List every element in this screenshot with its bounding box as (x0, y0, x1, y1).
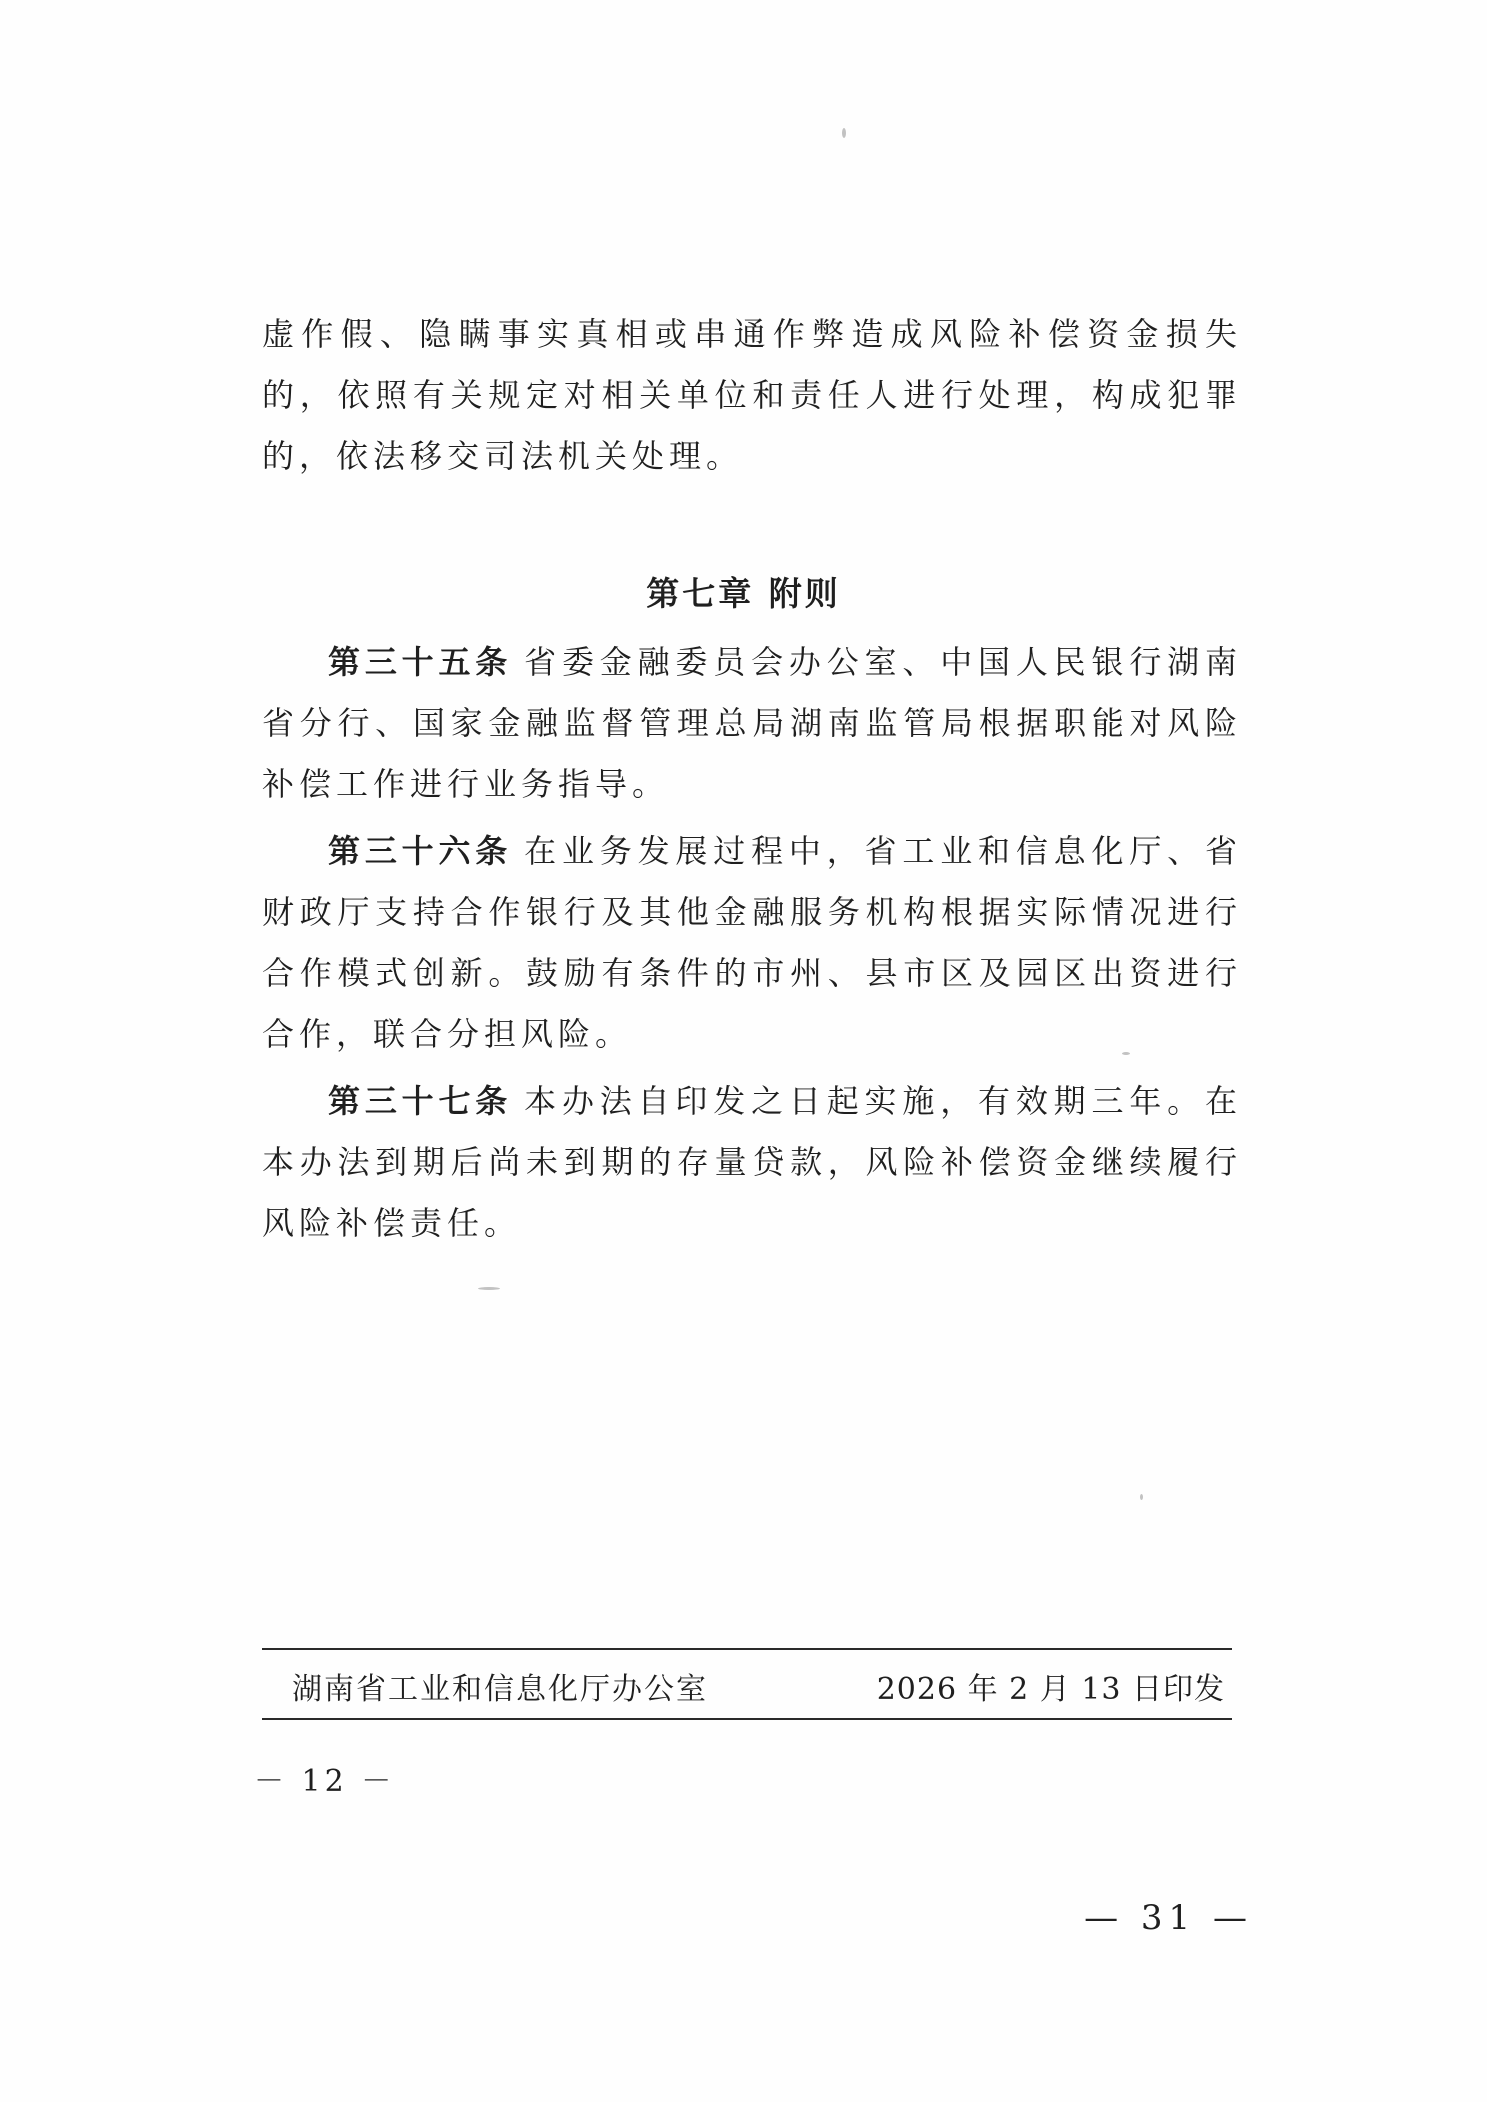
inner-page-number: － 12 － (254, 1764, 396, 1799)
continued-paragraph (262, 304, 1242, 487)
scan-speck (478, 1287, 500, 1290)
continued-paragraph-text: 虚作假、隐瞒事实真相或串通作弊造成风险补偿资金损失的，依照有关规定对相关单位和责任人进行处理，构成犯罪的，依法移交司法机关处理。 (262, 315, 1242, 475)
article-text: 本办法自印发之日起实施，有效期三年。在本办法到期后尚未到期的存量贷款，风险补偿资金继续履行风险补偿责任。 (262, 1082, 1242, 1242)
outer-page-number: — 31 — (1084, 1898, 1253, 1938)
issuer: 湖南省工业和信息化厅办公室 (292, 1672, 708, 1707)
article-list (262, 632, 1242, 1254)
article-number: 第三十六条 (328, 832, 513, 870)
article-35 (262, 632, 1242, 815)
article-36 (262, 821, 1242, 1065)
scan-speck (842, 128, 846, 138)
chapter-title: 第七章 附则 (646, 574, 841, 613)
scan-speck (1140, 1494, 1143, 1500)
article-37 (262, 1071, 1242, 1254)
article-number: 第三十七条 (328, 1082, 513, 1120)
article-text: 在业务发展过程中，省工业和信息化厅、省财政厅支持合作银行及其他金融服务机构根据实际情况进行合作模式创新。鼓励有条件的市州、县市区及园区出资进行合作，联合分担风险。 (262, 832, 1242, 1053)
article-number: 第三十五条 (328, 643, 513, 681)
article-text: 省委金融委员会办公室、中国人民银行湖南省分行、国家金融监督管理总局湖南监管局根据职能对风险补偿工作进行业务指导。 (262, 643, 1242, 803)
footer-rule-top (262, 1648, 1232, 1650)
footer-rule-bottom (262, 1718, 1232, 1720)
issue-date: 2026 年 2 月 13 日印发 (876, 1672, 1225, 1707)
